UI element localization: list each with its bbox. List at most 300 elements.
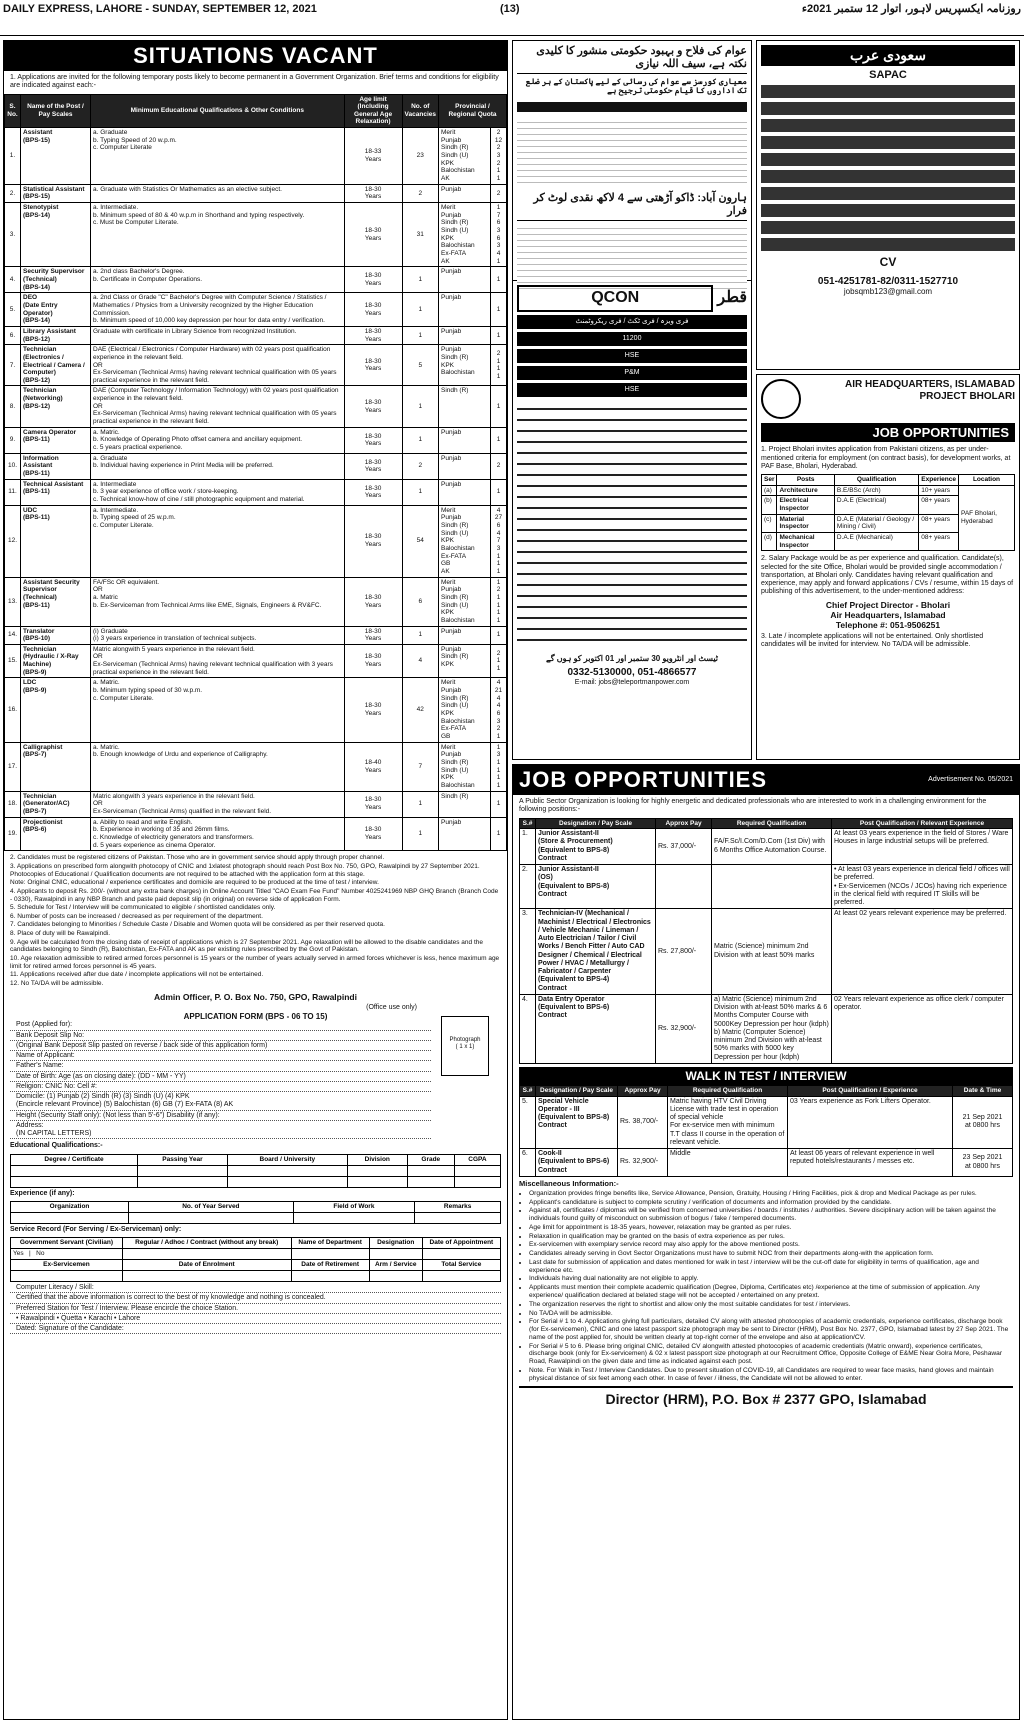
masthead-left: DAILY EXPRESS, LAHORE - SUNDAY, SEPTEMBER 12, 2021 <box>3 3 317 15</box>
province-cell: Sindh (R) <box>439 791 491 817</box>
qcon-test-note: ٹیسٹ اور انٹرویو 30 ستمبر اور 01 اکتوبر کو ہوں گے <box>546 653 718 663</box>
age-cell: 18-30 Years <box>344 817 402 851</box>
middle-ad-column <box>512 40 752 760</box>
exp-cell[interactable] <box>415 1212 501 1223</box>
qualification-cell: DAE (Electrical / Electronics / Computer Hardware) with 02 years post qualification experience in the relevant field. OR Ex-Serviceman (Technical Arms) having relevant technical qualification with 05 years practical experience in the relevant field. <box>91 345 345 386</box>
table-row <box>5 128 507 185</box>
job-strip <box>761 153 1015 166</box>
pay-cell: Rs. 38,700/- <box>618 1096 668 1149</box>
education-title: Educational Qualifications:- <box>10 1142 103 1150</box>
vacancies-cell: 1 <box>402 427 438 453</box>
province-cell: Sindh (R) <box>439 386 491 427</box>
vacancies-cell: 1 <box>402 626 438 644</box>
age-cell: 18-30 Years <box>344 626 402 644</box>
age-cell: 18-30 Years <box>344 453 402 479</box>
qcon-recruitment-ad <box>513 281 751 759</box>
age-cell: 18-30 Years <box>344 505 402 577</box>
table-row <box>5 386 507 427</box>
svc-cell[interactable] <box>122 1249 291 1260</box>
misc-list <box>513 1190 1019 1383</box>
post-cell: Security Supervisor (Technical) (BPS-14) <box>21 267 91 293</box>
edu-cell[interactable] <box>138 1176 228 1187</box>
exp-cell[interactable] <box>293 1212 415 1223</box>
exp-cell[interactable] <box>129 1212 294 1223</box>
ser-cell: (d) <box>762 533 777 551</box>
vacancies-cell: 1 <box>402 293 438 327</box>
note-line: Note: Original CNIC, educational / experience certificates and domicile are required to be produced at the time of test / interview. <box>10 879 379 887</box>
form-field-line[interactable]: (Original Bank Deposit Slip pasted on reverse / back side of this application form) <box>10 1042 431 1051</box>
walkin-header-cell: Date & Time <box>953 1086 1013 1097</box>
province-cell: Punjab <box>439 326 491 344</box>
job-opportunities-title: JOB OPPORTUNITIES <box>519 767 768 793</box>
qcon-phone: 0332-5130000, 051-4866577 <box>567 667 697 679</box>
signatory-phone: Telephone #: 051-9506251 <box>835 619 941 630</box>
job-strip <box>761 85 1015 98</box>
vacancies-cell: 7 <box>402 742 438 791</box>
masthead-right: روزنامہ ایکسپریس لاہور، اتوار 12 ستمبر 2021ء <box>801 3 1021 15</box>
serial-cell: 6. <box>5 326 21 344</box>
form-header-cell: Degree / Certificate <box>11 1154 138 1165</box>
vacancy-notes <box>4 851 507 990</box>
age-cell: 18-40 Years <box>344 742 402 791</box>
qualification-cell: Graduate with certificate in Library Science from recognized Institution. <box>91 326 345 344</box>
table-row <box>5 345 507 386</box>
form-field-line[interactable]: Height (Security Staff only): (Not less than 5'-6") Disability (if any): <box>10 1112 431 1121</box>
qualification-cell: a) Matric (Science) minimum 2nd Division with at-least 50% marks & 6 Months Computer Course with 5000Key Depression per hour (kdph) b) Matric (Computer Science) minimum 2nd Division with at-least 50% marks with 5000 key Depression per hour (kdph) <box>712 994 832 1063</box>
job-strip <box>761 187 1015 200</box>
table-row <box>5 791 507 817</box>
qualification-cell: Matric alongwith 5 years experience in the relevant field. OR Ex-Serviceman (Technical Arms) having relevant technical qualification with 3 years practical experience in the relevant field. <box>91 644 345 678</box>
serial-cell: 1. <box>5 128 21 185</box>
walk-in-table <box>519 1085 1013 1177</box>
misc-item: • Ex-servicemen with exemplary service record may also apply for the above mentioned posts. <box>529 1241 1009 1249</box>
serial-cell: 8. <box>5 386 21 427</box>
designation-cell: Junior Assistant-II (Store & Procurement) (Equivalent to BPS-8) Contract <box>536 829 656 865</box>
air-hq-para-2: 2. Salary Package would be as per experience and qualification. Candidate(s), selected for the site Office, Bholari would be provided single accommodation / transportation, at Bholari only. Candidates having relevant qualification and experience, may apply and forward applications / CVs / resume, within 15 days of publishing of this advertisement, to the under-mentioned address: <box>761 555 1014 596</box>
form-header-cell: Organization <box>11 1201 129 1212</box>
quota-cell: 2 1 1 <box>491 644 507 678</box>
misc-item: • Applicant's candidature is subject to complete scrutiny / verification of documents and information provided by the candidate. <box>529 1199 1009 1207</box>
job-strip <box>761 221 1015 234</box>
vacancy-header-cell: No. of Vacancies <box>402 94 438 128</box>
table-row <box>520 1096 1013 1149</box>
edu-cell[interactable] <box>347 1165 407 1176</box>
air-hq-ad <box>756 374 1020 760</box>
vacancies-cell: 2 <box>402 453 438 479</box>
location-cell: PAF Bholari, Hyderabad <box>958 485 1014 551</box>
job-opportunities-banner <box>513 765 1019 795</box>
province-cell: Merit Punjab Sindh (R) Sindh (U) KPK Balochistan <box>439 577 491 626</box>
post-cell: Technician (Generator/AC) (BPS-7) <box>21 791 91 817</box>
form-header-cell: Board / University <box>227 1154 347 1165</box>
qualification-cell: a. Ability to read and write English. b. Experience in working of 35 and 26mm films. c. Knowledge of electricity generators and transformers. d. 5 years experience as cinema Operator. <box>91 817 345 851</box>
application-form <box>4 1004 507 1335</box>
situations-vacant-ad <box>3 40 508 1720</box>
post-cell: Architecture <box>777 485 834 496</box>
qualification-cell: Middle <box>668 1149 788 1177</box>
svc-cell[interactable] <box>291 1271 369 1282</box>
vacancies-cell: 5 <box>402 345 438 386</box>
misc-item: • Relaxation in qualification may be granted on the basis of extra experience as per rules. <box>529 1233 1009 1241</box>
experience-cell: 10+ years <box>919 485 959 496</box>
paf-emblem-icon <box>761 379 801 419</box>
vacancies-cell: 1 <box>402 267 438 293</box>
vacancies-cell: 1 <box>402 791 438 817</box>
edu-cell[interactable] <box>347 1176 407 1187</box>
pay-cell: Rs. 32,900/- <box>618 1149 668 1177</box>
qualification-cell: B.E/BSc (Arch) <box>834 485 918 496</box>
table-row <box>5 479 507 505</box>
form-footer-line[interactable]: Preferred Station for Test / Interview. Please encircle the choice Station. <box>10 1305 501 1314</box>
form-header-cell: Arm / Service <box>369 1260 422 1271</box>
qualification-cell: DAE (Computer Technology / Information Technology) with 02 years post qualification experience in the relevant field. OR Ex-Serviceman (Technical Arms) having relevant technical qualification with 05 years practical experience in the relevant field. <box>91 386 345 427</box>
urdu-news-block <box>513 41 751 281</box>
form-field-line[interactable]: Bank Deposit Slip No: <box>10 1032 431 1041</box>
ser-cell: (a) <box>762 485 777 496</box>
vacancies-cell: 2 <box>402 184 438 202</box>
form-header-cell: Government Servant (Civilian) <box>11 1238 123 1249</box>
walk-in-title: WALK IN TEST / INTERVIEW <box>519 1067 1013 1085</box>
masthead <box>0 0 1024 36</box>
table-row <box>520 909 1013 995</box>
quota-cell: 1 <box>491 386 507 427</box>
edu-cell[interactable] <box>227 1165 347 1176</box>
misc-item: • No TA/DA will be admissible. <box>529 1310 1009 1318</box>
vacancies-cell: 1 <box>402 386 438 427</box>
post-cell: Technician (Hydraulic / X-Ray Machine) (BPS-9) <box>21 644 91 678</box>
serial-cell: 16. <box>5 678 21 742</box>
form-header-cell: Field of Work <box>293 1201 415 1212</box>
form-field-line[interactable]: Father's Name: <box>10 1062 431 1071</box>
job-header-cell: Required Qualification <box>712 818 832 829</box>
province-cell: Punjab <box>439 817 491 851</box>
qualification-cell: a. Graduate b. Typing Speed of 20 w.p.m. c. Computer Literate <box>91 128 345 185</box>
province-cell: Punjab <box>439 293 491 327</box>
qualification-cell: a. Matric. b. Minimum typing speed of 30 w.p.m. c. Computer Literate. <box>91 678 345 742</box>
designation-cell: Cook-II (Equivalent to BPS-6) Contract <box>536 1149 618 1177</box>
serial-cell: 2. <box>5 184 21 202</box>
svc-cell[interactable] <box>122 1271 291 1282</box>
note-line: 5. Schedule for Test / Interview will be communicated to eligible / shortlisted candidates only. <box>10 904 276 912</box>
qualification-cell <box>712 865 832 909</box>
post-cell: Technician (Electronics / Electrical / Camera / Computer) (BPS-12) <box>21 345 91 386</box>
serial-cell: 7. <box>5 345 21 386</box>
saudi-title: سعودی عرب <box>761 45 1015 66</box>
air-hq-para-1: 1. Project Bholari invites application from Pakistani citizens, as per under-mentioned criteria for employment (on contract basis), for development works, at PAF Base, Bholari, Hyderabad. <box>761 446 1011 470</box>
form-header-cell: Grade <box>407 1154 454 1165</box>
misc-item: • For Serial # 5 to 6. Please bring original CNIC, detailed CV alongwith attested photocopies of academic credentials (Matric onward), experience certificates, discharge book (only for Ex-servicemen) & 02 x latest passport size photograph at our Recruitment Office, Opposite College of E&ME Near Golra More, Peshawar Road, Rawalpindi on the given date and time as indicated against each post. <box>529 1343 1009 1366</box>
form-field-line[interactable]: Domicile: (1) Punjab (2) Sindh (R) (3) Sindh (U) (4) KPK (Encircle relevant Province) (5) Balochistan (6) GB (7) Ex-FATA (8) AK <box>10 1093 431 1111</box>
edu-cell[interactable] <box>227 1176 347 1187</box>
quota-cell: 1 3 1 1 1 1 <box>491 742 507 791</box>
table-row <box>5 184 507 202</box>
air-hq-banner: JOB OPPORTUNITIES <box>761 423 1015 442</box>
serial-cell: 4. <box>5 267 21 293</box>
air-hq-header-cell: Posts <box>777 475 834 486</box>
job-strip <box>761 238 1015 251</box>
province-cell: Punjab Sindh (R) KPK Balochistan <box>439 345 491 386</box>
experience-cell: 08+ years <box>919 514 959 532</box>
qcon-logo: QCON <box>517 285 713 312</box>
svc-cell[interactable] <box>369 1249 422 1260</box>
province-cell: Punjab <box>439 453 491 479</box>
post-cell: Calligraphist (BPS-7) <box>21 742 91 791</box>
edu-cell[interactable] <box>11 1176 138 1187</box>
director-address: Director (HRM), P.O. Box # 2377 GPO, Islamabad <box>519 1386 1013 1408</box>
edu-cell[interactable] <box>454 1176 500 1187</box>
job-header-cell: Post Qualification / Relevant Experience <box>832 818 1013 829</box>
serial-cell: 5. <box>520 1096 536 1149</box>
qualification-cell: a. 2nd Class or Grade "C" Bachelor's Degree with Computer Science / Statistics / Mathematics / Physics from a University recognized by the Higher Education Commission. b. Minimum speed of 10,000 key depression per hour for data entry / verification. <box>91 293 345 327</box>
job-header-cell: Approx Pay <box>656 818 712 829</box>
qualification-cell: D.A.E (Mechanical) <box>834 533 918 551</box>
quota-cell: 1 2 1 1 1 1 <box>491 577 507 626</box>
vacancies-cell: 54 <box>402 505 438 577</box>
air-hq-header-cell: Experience <box>919 475 959 486</box>
air-hq-table <box>761 474 1015 551</box>
province-cell: Merit Punjab Sindh (R) Sindh (U) KPK Balochistan <box>439 742 491 791</box>
quota-cell: 2 1 1 1 <box>491 345 507 386</box>
post-cell: LDC (BPS-9) <box>21 678 91 742</box>
photograph-box: Photograph ( 1 x 1) <box>441 1016 489 1076</box>
experience-cell: At least 03 years experience in the field of Stores / Ware Houses in large industrial setups will be preferred. <box>832 829 1013 865</box>
quota-cell: 1 7 6 3 6 3 4 1 <box>491 203 507 267</box>
admin-officer-address: Admin Officer, P. O. Box No. 750, GPO, Rawalpindi <box>154 991 357 1002</box>
table-row <box>762 485 1015 496</box>
age-cell: 18-30 Years <box>344 678 402 742</box>
job-strip <box>761 136 1015 149</box>
note-line: 11. Applications received after due date / incomplete applications will not be entertained. <box>10 971 264 979</box>
designation-cell: Junior Assistant-II (OS) (Equivalent to BPS-8) Contract <box>536 865 656 909</box>
province-cell: Merit Punjab Sindh (R) Sindh (U) KPK Balochistan AK <box>439 128 491 185</box>
table-row <box>5 505 507 577</box>
job-header-cell: S.# <box>520 818 536 829</box>
post-cell: Material Inspector <box>777 514 834 532</box>
table-row <box>5 577 507 626</box>
education-table <box>10 1154 501 1188</box>
table-row <box>5 293 507 327</box>
table-row <box>5 267 507 293</box>
form-header-cell: Passing Year <box>138 1154 228 1165</box>
age-cell: 18-30 Years <box>344 386 402 427</box>
form-footer-line[interactable]: • Rawalpindi • Quetta • Karachi • Lahore <box>10 1315 501 1324</box>
misc-item: • Organization provides fringe benefits like, Service Allowance, Pension, Gratuity, Housing / Hiring Facilities, pick & drop and Medical Package as per rules. <box>529 1190 1009 1198</box>
sapac-email: jobsqmb123@gmail.com <box>843 287 933 297</box>
post-cell: Statistical Assistant (BPS-15) <box>21 184 91 202</box>
form-footer-line[interactable]: Computer Literacy / Skill: <box>10 1284 501 1293</box>
province-cell: Merit Punjab Sindh (R) Sindh (U) KPK Balochistan Ex-FATA GB AK <box>439 505 491 577</box>
table-row <box>520 994 1013 1063</box>
job-intro: A Public Sector Organization is looking for highly energetic and dedicated professionals who are interested to work in a challenging environment for the following positions:- <box>519 798 987 814</box>
post-cell: Information Assistant (BPS-11) <box>21 453 91 479</box>
svc-cell[interactable] <box>369 1271 422 1282</box>
form-header-cell: No. of Year Served <box>129 1201 294 1212</box>
serial-cell: 13. <box>5 577 21 626</box>
form-field-line[interactable]: Name of Applicant: <box>10 1052 431 1061</box>
quota-cell: 4 21 4 4 6 3 2 1 <box>491 678 507 742</box>
vacancy-table <box>4 94 507 852</box>
serial-cell: 12. <box>5 505 21 577</box>
qualification-cell: a. 2nd class Bachelor's Degree. b. Certificate in Computer Operations. <box>91 267 345 293</box>
province-cell: Merit Punjab Sindh (R) Sindh (U) KPK Balochistan Ex-FATA AK <box>439 203 491 267</box>
qualification-cell: a. Matric. b. Enough knowledge of Urdu and experience of Calligraphy. <box>91 742 345 791</box>
province-cell: Punjab <box>439 479 491 505</box>
qcon-job-list <box>517 400 747 650</box>
age-cell: 18-30 Years <box>344 479 402 505</box>
cv-label: CV <box>879 255 897 270</box>
table-row <box>520 865 1013 909</box>
province-cell: Punjab <box>439 427 491 453</box>
sapac-brand: SAPAC <box>869 68 907 81</box>
age-cell: 18-30 Years <box>344 326 402 344</box>
form-field-line[interactable]: Religion: CNIC No: Cell #: <box>10 1083 431 1092</box>
qualification-cell: a. Matric. b. Knowledge of Operating Photo offset camera and ancillary equipment. c. 5 years practical experience. <box>91 427 345 453</box>
misc-item: • Against all, certificates / diplomas will be verified from concerned universities / boards / institutes / authorities. Severe disciplinary action will be taken against the individuals found guilty of misconduct on submission of bogus / fake / tempered documents. <box>529 1207 1009 1223</box>
quota-cell: 2 <box>491 184 507 202</box>
vacancies-cell: 1 <box>402 326 438 344</box>
qualification-cell: D.A.E (Electrical) <box>834 496 918 514</box>
walkin-header-cell: Post Qualification / Experience <box>788 1086 953 1097</box>
job-strip <box>761 170 1015 183</box>
table-row <box>520 829 1013 865</box>
qualification-cell: FA/FSc OR equivalent. OR a. Matric b. Ex-Serviceman from Technical Arms like EME, Signals, Engineers & RV&FC. <box>91 577 345 626</box>
page-number: (13) <box>500 3 520 15</box>
misc-item: • Applicants must mention their complete academic qualification (Degree, Diploma, Certificates etc) /experience at the time of submission of application. Any experience/ qualification declared at belated stage will not be accepted / entertained on any pretext. <box>529 1284 1009 1300</box>
serial-cell: 14. <box>5 626 21 644</box>
experience-cell: 02 Years relevant experience as office clerk / computer operator. <box>832 994 1013 1063</box>
form-header-cell: Date of Appointment <box>422 1238 500 1249</box>
vacancies-cell: 42 <box>402 678 438 742</box>
age-cell: 18-30 Years <box>344 345 402 386</box>
post-cell: UDC (BPS-11) <box>21 505 91 577</box>
table-row <box>5 203 507 267</box>
edu-cell[interactable] <box>138 1165 228 1176</box>
note-line: 4. Applicants to deposit Rs. 200/- (without any extra bank charges) in Online Account Titled "CAO Exam Fee Fund" Number 4025241969 NBP GHQ Branch (Branch Code - 0330), Rawalpindi in any NBP Branch and paste paid deposit slip (in original) on reverse side of application Form. <box>10 887 499 903</box>
designation-cell: Special Vehicle Operator - III (Equivalent to BPS-8) Contract <box>536 1096 618 1149</box>
situations-vacant-title: SITUATIONS VACANT <box>4 41 507 71</box>
job-strip <box>761 204 1015 217</box>
form-header-cell: Date of Retirement <box>291 1260 369 1271</box>
table-row <box>5 453 507 479</box>
age-cell: 18-30 Years <box>344 184 402 202</box>
qualification-cell: Matric (Science) minimum 2nd Division with at least 50% marks <box>712 909 832 995</box>
vacancies-cell: 1 <box>402 817 438 851</box>
quota-cell: 1 <box>491 326 507 344</box>
svc-cell[interactable] <box>291 1249 369 1260</box>
edu-cell[interactable] <box>454 1165 500 1176</box>
form-header-cell: Designation <box>369 1238 422 1249</box>
note-line: 9. Age will be calculated from the closing date of receipt of applications which is 27 September 2021. Age relaxation will be allowed to the disable candidates and the candidates belonging to Sindh (R), Balochistan, Ex-FATA and AK as per existing rules prescribed by the Govt of Pakistan. <box>10 938 483 954</box>
age-cell: 18-30 Years <box>344 267 402 293</box>
quota-cell: 1 <box>491 626 507 644</box>
designation-cell: Technician-IV (Mechanical / Machinist / Electrical / Electronics / Vehicle Mechanic / Lineman / Auto Electrician / Tailor / Civil Works / Bench Fitter / Auto CAD Designer / Chemical / Electrical Power / HVAC / Metallurgy / Fabricator / Carpenter (Equivalent to BPS-4) Contract <box>536 909 656 995</box>
vacancy-header-cell: Minimum Educational Qualifications & Other Conditions <box>91 94 345 128</box>
misc-title: Miscellaneous Information:- <box>519 1178 619 1188</box>
post-cell: Translator (BPS-10) <box>21 626 91 644</box>
experience-cell: 08+ years <box>919 533 959 551</box>
vacancy-header-cell: S. No. <box>5 94 21 128</box>
qualification-cell: a. Intermediate. b. Typing speed of 25 w.p.m. c. Computer Literate. <box>91 505 345 577</box>
note-line: 2. Candidates must be registered citizens of Pakistan. Those who are in government service should apply through proper channel. <box>10 854 385 862</box>
form-footer-line[interactable]: Certified that the above information is correct to the best of my knowledge and nothing is concealed. <box>10 1294 501 1303</box>
serial-cell: 15. <box>5 644 21 678</box>
svc-cell[interactable] <box>11 1271 123 1282</box>
quota-cell: 1 <box>491 293 507 327</box>
qcon-strip: HSE <box>517 383 747 397</box>
experience-title: Experience (if any): <box>10 1189 75 1197</box>
air-hq-para-3: 3. Late / incomplete applications will not be entertained. Only shortlisted candidates will be invited for interview. No TA/DA will be admissible. <box>761 632 984 648</box>
exp-cell[interactable] <box>11 1212 129 1223</box>
svc-cell[interactable] <box>422 1249 500 1260</box>
quota-cell: 1 <box>491 267 507 293</box>
date-cell: 23 Sep 2021 at 0800 hrs <box>953 1149 1013 1177</box>
pay-cell: Rs. 27,800/- <box>656 909 712 995</box>
walkin-header-cell: Required Qualification <box>668 1086 788 1097</box>
air-hq-header-cell: Ser <box>762 475 777 486</box>
serial-cell: 18. <box>5 791 21 817</box>
divider <box>517 102 747 112</box>
serial-cell: 17. <box>5 742 21 791</box>
pay-cell: Rs. 37,000/- <box>656 829 712 865</box>
form-header-cell: Division <box>347 1154 407 1165</box>
post-cell: Assistant (BPS-15) <box>21 128 91 185</box>
table-row <box>5 626 507 644</box>
air-hq-header-cell: Qualification <box>834 475 918 486</box>
form-footer-line[interactable]: Dated: Signature of the Candidate: <box>10 1325 501 1334</box>
public-sector-job-ad <box>512 764 1020 1720</box>
svc-yes[interactable]: Yes | No <box>11 1249 123 1260</box>
svc-cell[interactable] <box>422 1271 500 1282</box>
post-cell: Projectionist (BPS-6) <box>21 817 91 851</box>
misc-item: • Candidates already serving in Govt Sector Organizations must have to submit NOC from their departments along-with the application form. <box>529 1250 1009 1258</box>
serial-cell: 4. <box>520 994 536 1063</box>
misc-item: • Last date for submission of application and dates mentioned for walk in test / interview will be the cut-off date for eligibility in terms of qualification, age and experience etc. <box>529 1259 1009 1275</box>
form-field-line[interactable]: Address: (IN CAPITAL LETTERS) <box>10 1122 431 1140</box>
qualification-cell: D.A.E (Material / Geology / Mining / Civil) <box>834 514 918 532</box>
age-cell: 18-30 Years <box>344 427 402 453</box>
province-cell: Punjab Sindh (R) KPK <box>439 644 491 678</box>
qcon-email: E-mail: jobs@teleportmanpower.com <box>574 679 690 687</box>
edu-cell[interactable] <box>407 1176 454 1187</box>
job-strip <box>761 102 1015 115</box>
post-cell: Electrical Inspector <box>777 496 834 514</box>
qualification-cell: a. Graduate b. Individual having experience in Print Media will be preferred. <box>91 453 345 479</box>
walkin-header-cell: Approx Pay <box>618 1086 668 1097</box>
pay-cell <box>656 865 712 909</box>
misc-item: • Note. For Walk in Test / Interview Candidates. Due to present situation of COVID-19, all Candidates are required to wear face masks, hand gloves and maintain physical distance of six feet among each other. In case of fever / illness, the Candidate will not be allowed to enter. <box>529 1367 1009 1383</box>
signatory-2: Air Headquarters, Islamabad <box>830 609 946 620</box>
form-field-line[interactable]: Post (Applied for): <box>10 1021 431 1030</box>
serial-cell: 2. <box>520 865 536 909</box>
quota-cell: 2 12 2 3 2 1 1 <box>491 128 507 185</box>
edu-cell[interactable] <box>11 1165 138 1176</box>
age-cell: 18-33 Years <box>344 128 402 185</box>
ser-cell: (b) <box>762 496 777 514</box>
misc-item: • Individuals having dual nationality are not eligible to apply. <box>529 1275 1009 1283</box>
note-line: 12. No TA/DA will be admissible. <box>10 980 104 988</box>
situations-intro: 1. Applications are invited for the following temporary posts likely to become permanent in a Government Organization. Brief terms and conditions for eligibility are indicated against each:- <box>10 74 499 90</box>
edu-cell[interactable] <box>407 1165 454 1176</box>
date-cell: 21 Sep 2021 at 0800 hrs <box>953 1096 1013 1149</box>
urdu-text-block <box>517 118 747 188</box>
experience-cell: At least 06 years of relevant experience in well reputed hotels/restaurants / messes etc. <box>788 1149 953 1177</box>
sapac-phone: 051-4251781-82/0311-1527710 <box>817 275 959 287</box>
misc-item: • The organization reserves the right to shortlist and allow only the most suitable candidates for test / interviews. <box>529 1301 1009 1309</box>
post-cell: Stenotypist (BPS-14) <box>21 203 91 267</box>
air-hq-header-cell: Location <box>958 475 1014 486</box>
form-field-line[interactable]: Date of Birth: Age (as on closing date): (DD - MM - YY) <box>10 1073 431 1082</box>
form-header-cell: Remarks <box>415 1201 501 1212</box>
